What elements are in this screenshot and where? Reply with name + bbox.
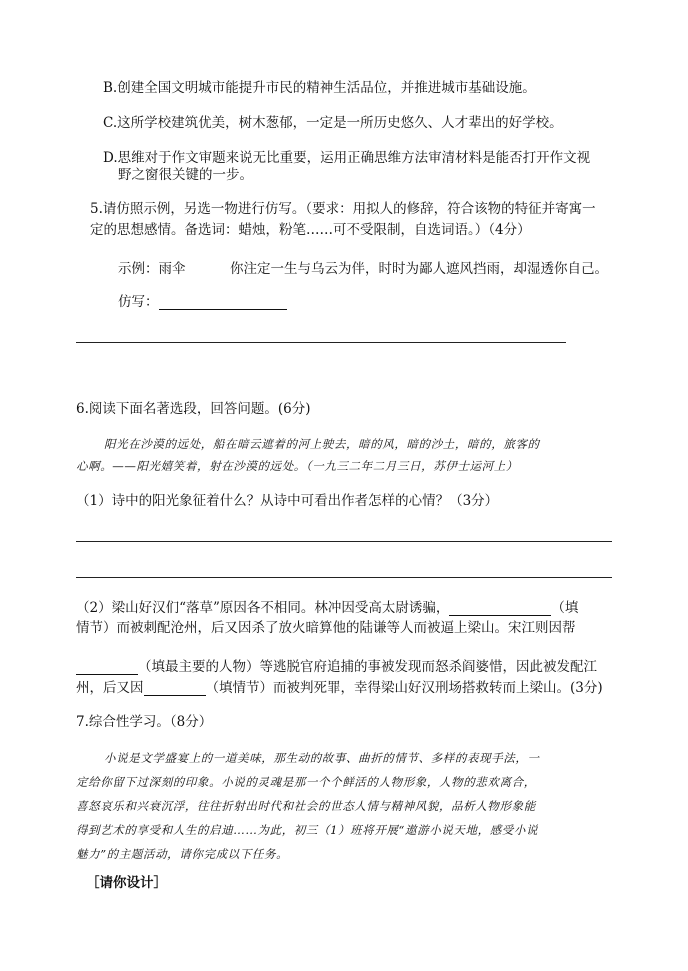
q6-passage-line1: 阳光在沙漠的远处，船在暗云遮着的河上驶去，暗的风，暗的沙土，暗的，旅客的 [104,437,540,451]
q5-example-text: 你注定一生与乌云为伴，时时为鄙人遮风挡雨，却湿透你自己。 [230,261,608,277]
q6-passage-line2: 心啊。——阳光嬉笑着，射在沙漠的远处。（一九三二年二月三日，苏伊士运河上） [76,459,518,473]
q7-passage-line1: 小说是文学盛宴上的一道美味，那生动的故事、曲折的情节、多样的表现手法，一 [104,751,540,765]
option-d-line2: 野之窗很关键的一步。 [118,167,253,183]
q6-sub1-answer-line1[interactable] [76,541,612,542]
q5-prompt-line1: 5.请仿照示例，另选一物进行仿写。（要求：用拟人的修辞，符合该物的特征并寄寓一 [90,201,596,217]
q7-passage-line4: 得到艺术的享受和人生的启迪……为此，初三（1）班将开展“遨游小说天地，感受小说 [76,823,539,837]
q7-section-heading: ［请你设计］ [86,875,167,891]
q5-imitate-label: 仿写： [118,294,159,310]
q6-sub2-line4-head: 州，后又因 [76,680,144,696]
q6-sub2-line4-text: （填情节）而被判死罪，幸得梁山好汉刑场搭救转而上梁山。(3分) [205,680,603,696]
q5-imitate-blank[interactable] [159,295,287,310]
q6-sub2-line1-tail: （填 [551,600,579,616]
q5-answer-line[interactable] [76,342,566,343]
option-c: C.这所学校建筑优美，树木葱郁，一定是一所历史悠久、人才辈出的好学校。 [103,115,563,131]
q5-imitate-row [118,294,287,310]
option-b: B.创建全国文明城市能提升市民的精神生活品位，并推进城市基础设施。 [103,80,536,96]
q6-sub2-line1 [76,600,578,616]
q6-blank-3[interactable] [144,681,206,696]
option-d-line1: D.思维对于作文审题来说无比重要，运用正确思维方法审清材料是能否打开作文视 [103,150,591,166]
q6-blank-2[interactable] [76,660,138,675]
q6-sub2-line2: 情节）而被刺配沧州，后又因杀了放火暗算他的陆谦等人而被逼上梁山。宋江则因帮 [76,620,576,636]
q7-passage-line3: 喜怒哀乐和兴衰沉浮，往往折射出时代和社会的世态人情与精神风貌，品析人物形象能 [76,799,536,813]
q6-sub2-line1-text: （2）梁山好汉们“落草”原因各不相同。林冲因受高太尉诱骗， [76,600,450,616]
q6-sub1: （1）诗中的阳光象征着什么？从诗中可看出作者怎样的心情？（3分） [76,493,499,509]
q5-prompt-line2: 定的思想感情。备选词：蜡烛，粉笔……可不受限制，自选词语。）（4分） [90,222,531,238]
q7-passage-line2: 定给你留下过深刻的印象。小说的灵魂是那一个个鲜活的人物形象，人物的悲欢离合， [76,775,536,789]
q6-blank-1[interactable] [449,601,551,616]
q7-passage-line5: 魅力”的主题活动，请你完成以下任务。 [76,847,289,861]
q6-sub2-line3 [76,659,597,675]
q5-example-label: 示例：雨伞 [118,261,186,277]
q6-sub2-line3-text: （填最主要的人物）等逃脱官府追捕的事被发现而怒杀阎婆惜，因此被发配江 [138,659,597,675]
q6-sub2-line4 [76,680,603,696]
q6-title: 6.阅读下面名著选段，回答问题。(6分) [76,401,311,417]
q7-title: 7.综合性学习。（8分） [76,714,213,730]
q6-sub1-answer-line2[interactable] [76,577,612,578]
